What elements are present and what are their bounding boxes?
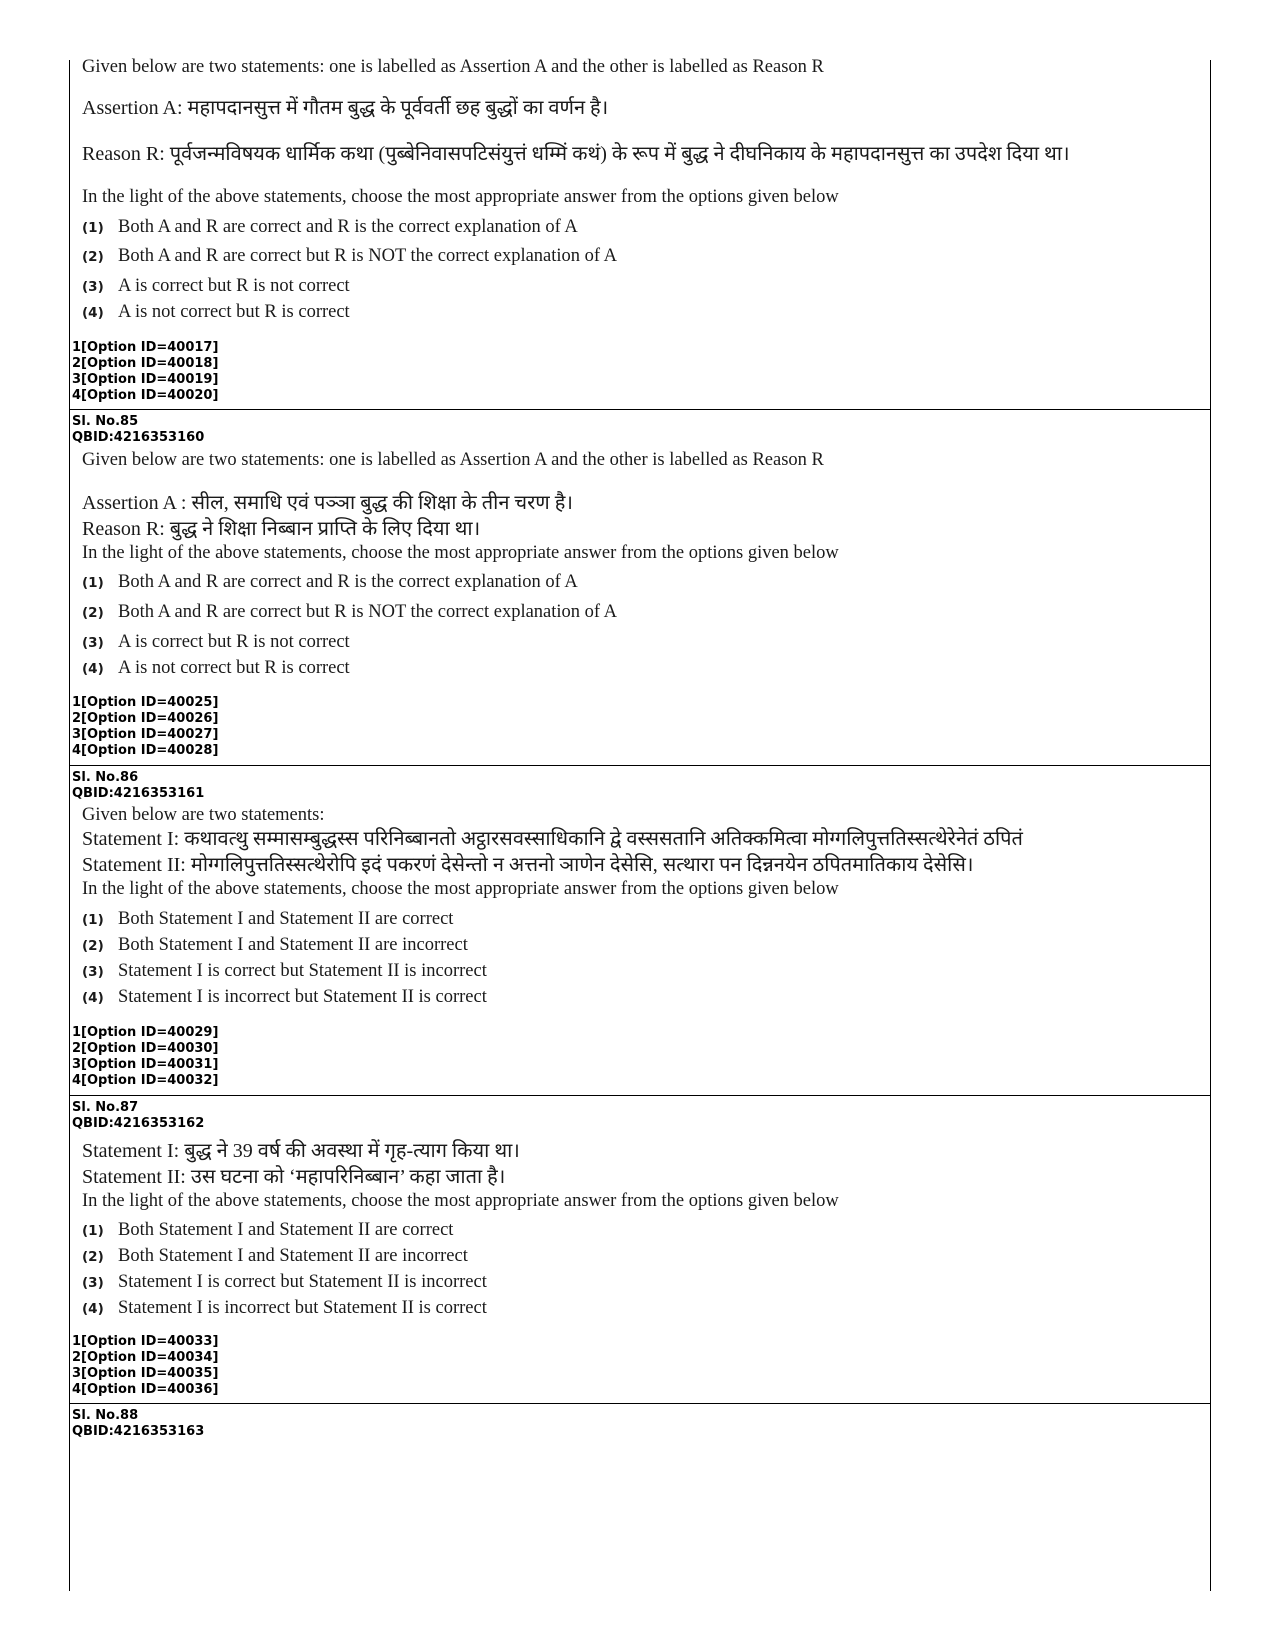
option-id: 2[Option ID=40034] [72,1350,219,1365]
question-paper-page [69,57,1211,1591]
option-number: (2) [82,249,104,265]
assertion-line: Assertion A : सील, समाधि एवं पञ्ञा बुद्ध की शिक्षा के तीन चरण है। [82,492,573,514]
option-number: (2) [82,1249,104,1265]
option-number: (1) [82,912,104,928]
option-id: 1[Option ID=40025] [72,695,219,710]
option-id: 4[Option ID=40020] [72,388,219,403]
option-4 [82,1298,487,1319]
instruction-line: In the light of the above statements, choose the most appropriate answer from the options given below [82,543,839,563]
reason-line: Reason R: पूर्वजन्मविषयक धार्मिक कथा (पुब्बेनिवासपटिसंयुत्तं धम्मिं कथं) के रूप में बुद्ध ने दीघनिकाय के महापदानसुत्त का उपदेश दिया था। [82,143,1070,165]
option-4 [82,302,350,323]
option-3 [82,961,487,982]
option-text: Statement I is incorrect but Statement II is correct [118,987,487,1007]
option-number: (4) [82,1301,104,1317]
question-block-84 [70,57,1210,410]
option-text: Both A and R are correct but R is NOT the correct explanation of A [118,602,618,622]
question-block-86 [70,766,1210,1096]
serial-number: Sl. No.86 [72,770,139,785]
option-id: 3[Option ID=40027] [72,727,219,742]
option-text: Both Statement I and Statement II are incorrect [118,935,468,955]
instruction-line: In the light of the above statements, choose the most appropriate answer from the options given below [82,187,839,207]
option-id: 3[Option ID=40019] [72,372,219,387]
option-4 [82,658,350,679]
option-text: Both Statement I and Statement II are correct [118,909,454,929]
option-text: Both A and R are correct and R is the correct explanation of A [118,572,578,592]
option-1 [82,1220,453,1241]
statement-2-line: Statement II: उस घटना को ‘महापरिनिब्बान’ कहा जाता है। [82,1166,506,1188]
option-text: A is not correct but R is correct [118,302,350,322]
option-2 [82,602,617,623]
option-id: 1[Option ID=40033] [72,1334,219,1349]
option-number: (1) [82,575,104,591]
option-number: (2) [82,938,104,954]
option-number: (4) [82,661,104,677]
option-number: (4) [82,305,104,321]
option-id: 3[Option ID=40031] [72,1057,219,1072]
option-number: (1) [82,220,104,236]
option-text: A is not correct but R is correct [118,658,350,678]
option-id: 4[Option ID=40028] [72,743,219,758]
option-text: Statement I is correct but Statement II is incorrect [118,1272,487,1292]
qbid: QBID:4216353160 [72,430,205,445]
option-text: Both A and R are correct but R is NOT the correct explanation of A [118,246,618,266]
statement-1-line: Statement I: कथावत्थु सम्मासम्बुद्धस्स परिनिब्बानतो अट्ठारसवस्साधिकानि द्वे वस्ससतानि अतिक्कमित्वा मोग्गलिपुत्ततिस्सत्थेरेनेतं ठपितं [82,828,1023,850]
instruction-line: In the light of the above statements, choose the most appropriate answer from the options given below [82,879,839,899]
option-text: Statement I is incorrect but Statement II is correct [118,1298,487,1318]
option-number: (3) [82,635,104,651]
option-text: A is correct but R is not correct [118,276,350,296]
question-stem-line: Given below are two statements: [82,805,325,825]
option-2 [82,935,468,956]
option-2 [82,1246,468,1267]
option-number: (3) [82,279,104,295]
option-1 [82,572,578,593]
question-block-87 [70,1096,1210,1404]
serial-number: Sl. No.87 [72,1100,139,1115]
option-id: 2[Option ID=40018] [72,356,219,371]
question-block-88 [70,1404,1210,1591]
option-id: 1[Option ID=40029] [72,1025,219,1040]
option-number: (3) [82,964,104,980]
option-2 [82,246,617,267]
statement-2-line: Statement II: मोग्गलिपुत्ततिस्सत्थेरोपि इदं पकरणं देसेन्तो न अत्तनो ञाणेन देसेसि, सत्थारा पन दिन्ननयेन ठपितमातिकाय देसेसि। [82,854,974,876]
serial-number: Sl. No.88 [72,1408,139,1423]
assertion-line: Assertion A: महापदानसुत्त में गौतम बुद्ध के पूर्ववर्ती छह बुद्धों का वर्णन है। [82,97,609,119]
option-id: 1[Option ID=40017] [72,340,219,355]
qbid: QBID:4216353161 [72,786,205,801]
option-text: Both A and R are correct and R is the correct explanation of A [118,217,578,237]
option-number: (2) [82,605,104,621]
option-text: Both Statement I and Statement II are correct [118,1220,454,1240]
question-stem-line: Given below are two statements: one is labelled as Assertion A and the other is labelled as Reason R [82,57,824,77]
option-id: 4[Option ID=40036] [72,1382,219,1397]
option-3 [82,632,350,653]
instruction-line: In the light of the above statements, choose the most appropriate answer from the options given below [82,1191,839,1211]
option-text: Statement I is correct but Statement II is incorrect [118,961,487,981]
option-number: (3) [82,1275,104,1291]
option-1 [82,217,578,238]
option-id: 4[Option ID=40032] [72,1073,219,1088]
option-text: A is correct but R is not correct [118,632,350,652]
statement-1-line: Statement I: बुद्ध ने 39 वर्ष की अवस्था में गृह-त्याग किया था। [82,1140,520,1162]
question-block-85 [70,410,1210,766]
option-3 [82,276,350,297]
option-text: Both Statement I and Statement II are incorrect [118,1246,468,1266]
option-id: 3[Option ID=40035] [72,1366,219,1381]
qbid: QBID:4216353163 [72,1424,205,1439]
question-stem-line: Given below are two statements: one is labelled as Assertion A and the other is labelled as Reason R [82,450,824,470]
option-1 [82,909,453,930]
option-3 [82,1272,487,1293]
option-number: (4) [82,990,104,1006]
qbid: QBID:4216353162 [72,1116,205,1131]
reason-line: Reason R: बुद्ध ने शिक्षा निब्बान प्राप्ति के लिए दिया था। [82,518,481,540]
serial-number: Sl. No.85 [72,414,139,429]
option-number: (1) [82,1223,104,1239]
option-id: 2[Option ID=40026] [72,711,219,726]
option-4 [82,987,487,1008]
option-id: 2[Option ID=40030] [72,1041,219,1056]
